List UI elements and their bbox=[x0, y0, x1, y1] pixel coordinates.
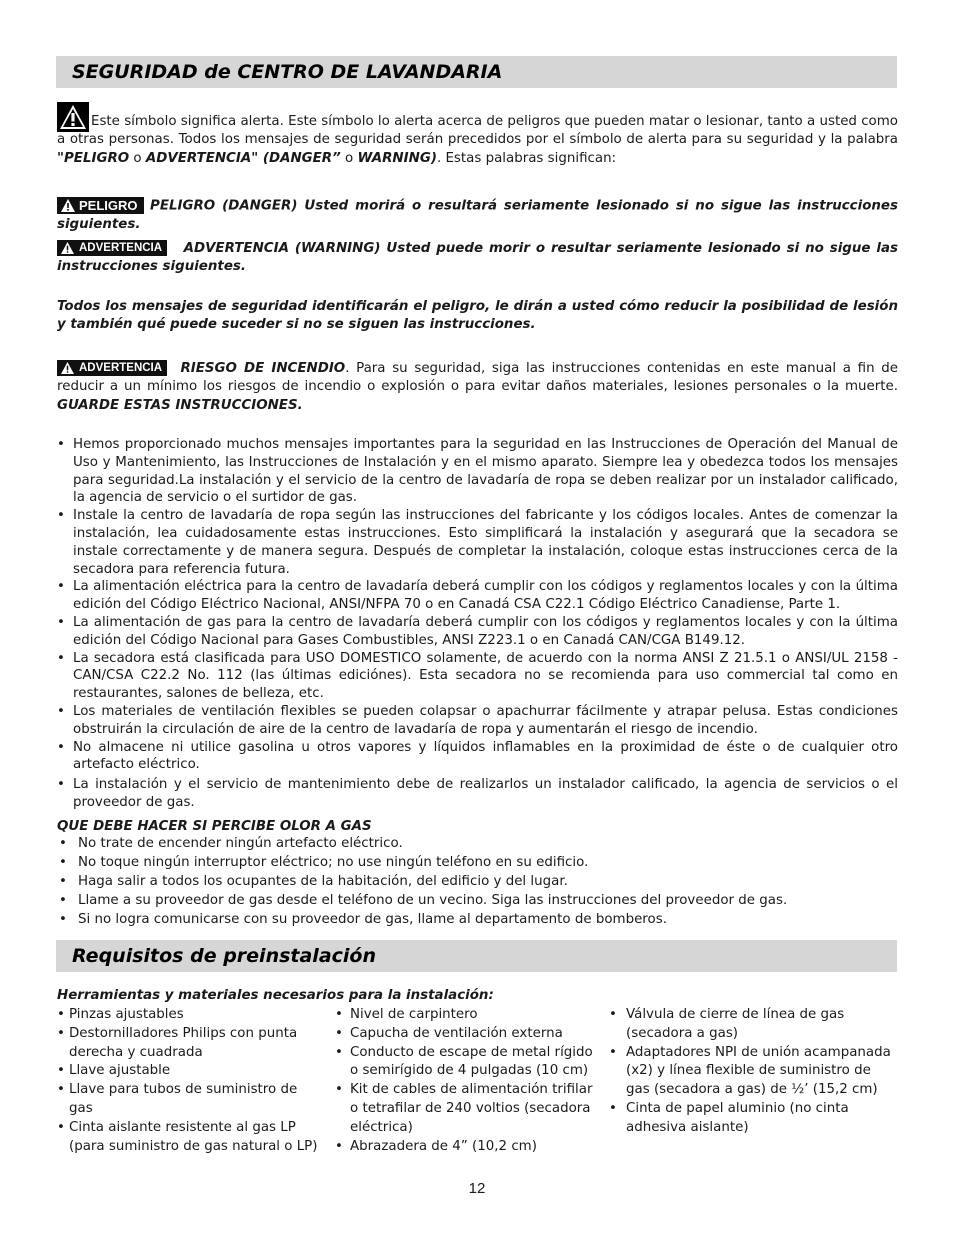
list-item: • Llave ajustable bbox=[57, 1062, 322, 1081]
safety-bullet-list bbox=[57, 436, 898, 812]
riesgo-label: RIESGO DE INCENDIO bbox=[180, 361, 346, 376]
list-item: • Destornilladores Philips con punta derecha y cuadrada bbox=[57, 1025, 322, 1063]
list-item: • La alimentación eléctrica para la centro de lavadaría deberá cumplir con los códigos y reglamentos locales y con la última edición del Código Eléctrico Nacional, ANSI/NFPA 70 o en Canadá CSA C22.1 Código Eléctrico Canadiense, Parte 1. bbox=[57, 578, 898, 614]
advertencia-text: ADVERTENCIA (WARNING) Usted puede morir o resultar seriamente lesionado si no sigue las instrucciones siguientes. bbox=[57, 241, 898, 275]
advertencia-badge-label: ADVERTENCIA bbox=[79, 242, 163, 254]
riesgo-paragraph bbox=[57, 360, 898, 415]
intro-text-end: . Estas palabras significan: bbox=[436, 150, 617, 166]
todos-paragraph: Todos los mensajes de seguridad identificarán el peligro, le dirán a usted cómo reducir la posibilidad de lesión y también qué puede suceder si no se siguen las instrucciones. bbox=[57, 299, 898, 333]
list-item: • Hemos proporcionado muchos mensajes importantes para la seguridad en las Instrucciones de Operación del Manual de Uso y Mantenimiento, las Instrucciones de Instalación y en el mismo aparato. Siempre lea y obedezca todos los mensajes para seguridad.La instalación y el servicio de la centro de lavadaría de ropa se deben realizar por un instalador calificado, la agencia de servicio o el surtidor de gas. bbox=[57, 436, 898, 507]
list-item: • La instalación y el servicio de mantenimiento debe de realizarlos un instalador calificado, la agencia de servicios o el proveedor de gas. bbox=[57, 776, 898, 812]
list-item: • Llame a su proveedor de gas desde el teléfono de un vecino. Siga las instrucciones del proveedor de gas. bbox=[57, 891, 898, 910]
intro-text: Este símbolo significa alerta. Este símbolo lo alerta acerca de peligros que pueden matar o lesionar, tanto a usted como a otras personas. Todos los mensajes de seguridad serán precedidos por el símbolo de alerta para su seguridad y la palabra bbox=[57, 114, 898, 148]
gas-heading: QUE DEBE HACER SI PERCIBE OLOR A GAS bbox=[57, 819, 372, 834]
riesgo-guarde: GUARDE ESTAS INSTRUCCIONES. bbox=[57, 397, 303, 413]
list-item: • Cinta de papel aluminio (no cinta adhesiva aislante) bbox=[609, 1100, 891, 1138]
section-header-seguridad bbox=[56, 56, 897, 88]
intro-paragraph bbox=[57, 113, 898, 168]
warning-triangle-icon bbox=[61, 199, 75, 212]
tools-heading: Herramientas y materiales necesarios para la instalación: bbox=[57, 988, 494, 1003]
list-item: • Pinzas ajustables bbox=[57, 1006, 322, 1025]
peligro-paragraph bbox=[57, 197, 898, 234]
page-number: 12 bbox=[468, 1180, 486, 1197]
advertencia-badge bbox=[57, 240, 167, 256]
list-item: • Haga salir a todos los ocupantes de la habitación, del edificio y del lugar. bbox=[57, 872, 898, 891]
gas-instructions-list bbox=[57, 834, 898, 929]
intro-advertencia: ADVERTENCIA" (DANGER” bbox=[145, 150, 341, 166]
riesgo-text: . Para su seguridad, siga las instrucciones contenidas en este manual a fin de reducir a un mínimo los riesgos de incendio o explosión o para evitar daños materiales, lesiones personales o la muerte. bbox=[57, 361, 898, 395]
list-item: • Los materiales de ventilación flexibles se pueden colapsar o apachurrar fácilmente y atrapar pelusa. Estas condiciones obstruirán la circulación de aire de la centro de lavadaría de ropa y aumentarán el riesgo de incendio. bbox=[57, 703, 898, 739]
list-item: • Abrazadera de 4” (10,2 cm) bbox=[335, 1138, 595, 1157]
list-item: • No almacene ni utilice gasolina u otros vapores y líquidos inflamables en la proximidad de éste o de cualquier otro artefacto eléctrico. bbox=[57, 739, 898, 775]
intro-peligro: "PELIGRO bbox=[57, 150, 130, 166]
warning-triangle-icon bbox=[61, 362, 74, 374]
list-item: • La secadora está clasificada para USO DOMESTICO solamente, de acuerdo con la norma ANSI Z 21.5.1 o ANSI/UL 2158 - CAN/CSA C22.2 No. 112 (las últimas ediciónes). Esta secadora no se recomienda para uso commercial tal como en restaurantes, salones de belleza, etc. bbox=[57, 650, 898, 703]
intro-warning: WARNING) bbox=[357, 150, 437, 166]
tools-column-1 bbox=[57, 1006, 322, 1156]
advertencia-badge bbox=[57, 360, 167, 376]
tools-column-2 bbox=[335, 1006, 595, 1156]
riesgo-badge-label: ADVERTENCIA bbox=[79, 362, 163, 374]
section-header-preinstalacion bbox=[56, 940, 897, 972]
list-item: • No toque ningún interruptor eléctrico; no use ningún teléfono en su edificio. bbox=[57, 853, 898, 872]
list-item: • Si no logra comunicarse con su proveedor de gas, llame al departamento de bomberos. bbox=[57, 910, 898, 929]
list-item: • Nivel de carpintero bbox=[335, 1006, 595, 1025]
list-item: • Cinta aislante resistente al gas LP (para suministro de gas natural o LP) bbox=[57, 1119, 322, 1157]
list-item: • Adaptadores NPI de unión acampanada (x2) y línea flexible de suministro de gas (secadora a gas) de ½’ (15,2 cm) bbox=[609, 1044, 891, 1100]
list-item: • Kit de cables de alimentación trifilar o tetrafilar de 240 voltios (secadora eléctrica) bbox=[335, 1081, 595, 1137]
list-item: • No trate de encender ningún artefacto eléctrico. bbox=[57, 834, 898, 853]
list-item: • Válvula de cierre de línea de gas (secadora a gas) bbox=[609, 1006, 891, 1044]
peligro-badge bbox=[57, 197, 144, 214]
list-item: • Llave para tubos de suministro de gas bbox=[57, 1081, 322, 1119]
list-item: • La alimentación de gas para la centro de lavadaría deberá cumplir con los códigos y reglamentos locales y con la última edición del Código Nacional para Gases Combustibles, ANSI Z223.1 o en Canadá CAN/CGA B149.12. bbox=[57, 614, 898, 650]
tools-column-3 bbox=[609, 1006, 891, 1138]
section-title: Requisitos de preinstalación bbox=[72, 945, 376, 967]
section-title: SEGURIDAD de CENTRO DE LAVANDARIA bbox=[72, 61, 503, 83]
advertencia-paragraph bbox=[57, 240, 898, 277]
list-item: • Instale la centro de lavadaría de ropa según las instrucciones del fabricante y los códigos locales. Antes de comenzar la instalación, lea cuidadosamente estas instrucciones. Esto simplificará la instalación y asegurará que la secadora se instale correctamente y de manera segura. Después de completar la instalación, coloque estas instrucciones cerca de la secadora para referencia futura. bbox=[57, 507, 898, 578]
list-item: • Conducto de escape de metal rígido o semirígido de 4 pulgadas (10 cm) bbox=[335, 1044, 595, 1082]
peligro-text: PELIGRO (DANGER) Usted morirá o resultará seriamente lesionado si no sigue las instrucciones siguientes. bbox=[57, 198, 898, 232]
intro-text-or2: o bbox=[340, 150, 358, 166]
intro-text-or: o bbox=[129, 150, 146, 166]
warning-triangle-icon bbox=[61, 242, 74, 254]
peligro-badge-label: PELIGRO bbox=[79, 198, 138, 213]
list-item: • Capucha de ventilación externa bbox=[335, 1025, 595, 1044]
